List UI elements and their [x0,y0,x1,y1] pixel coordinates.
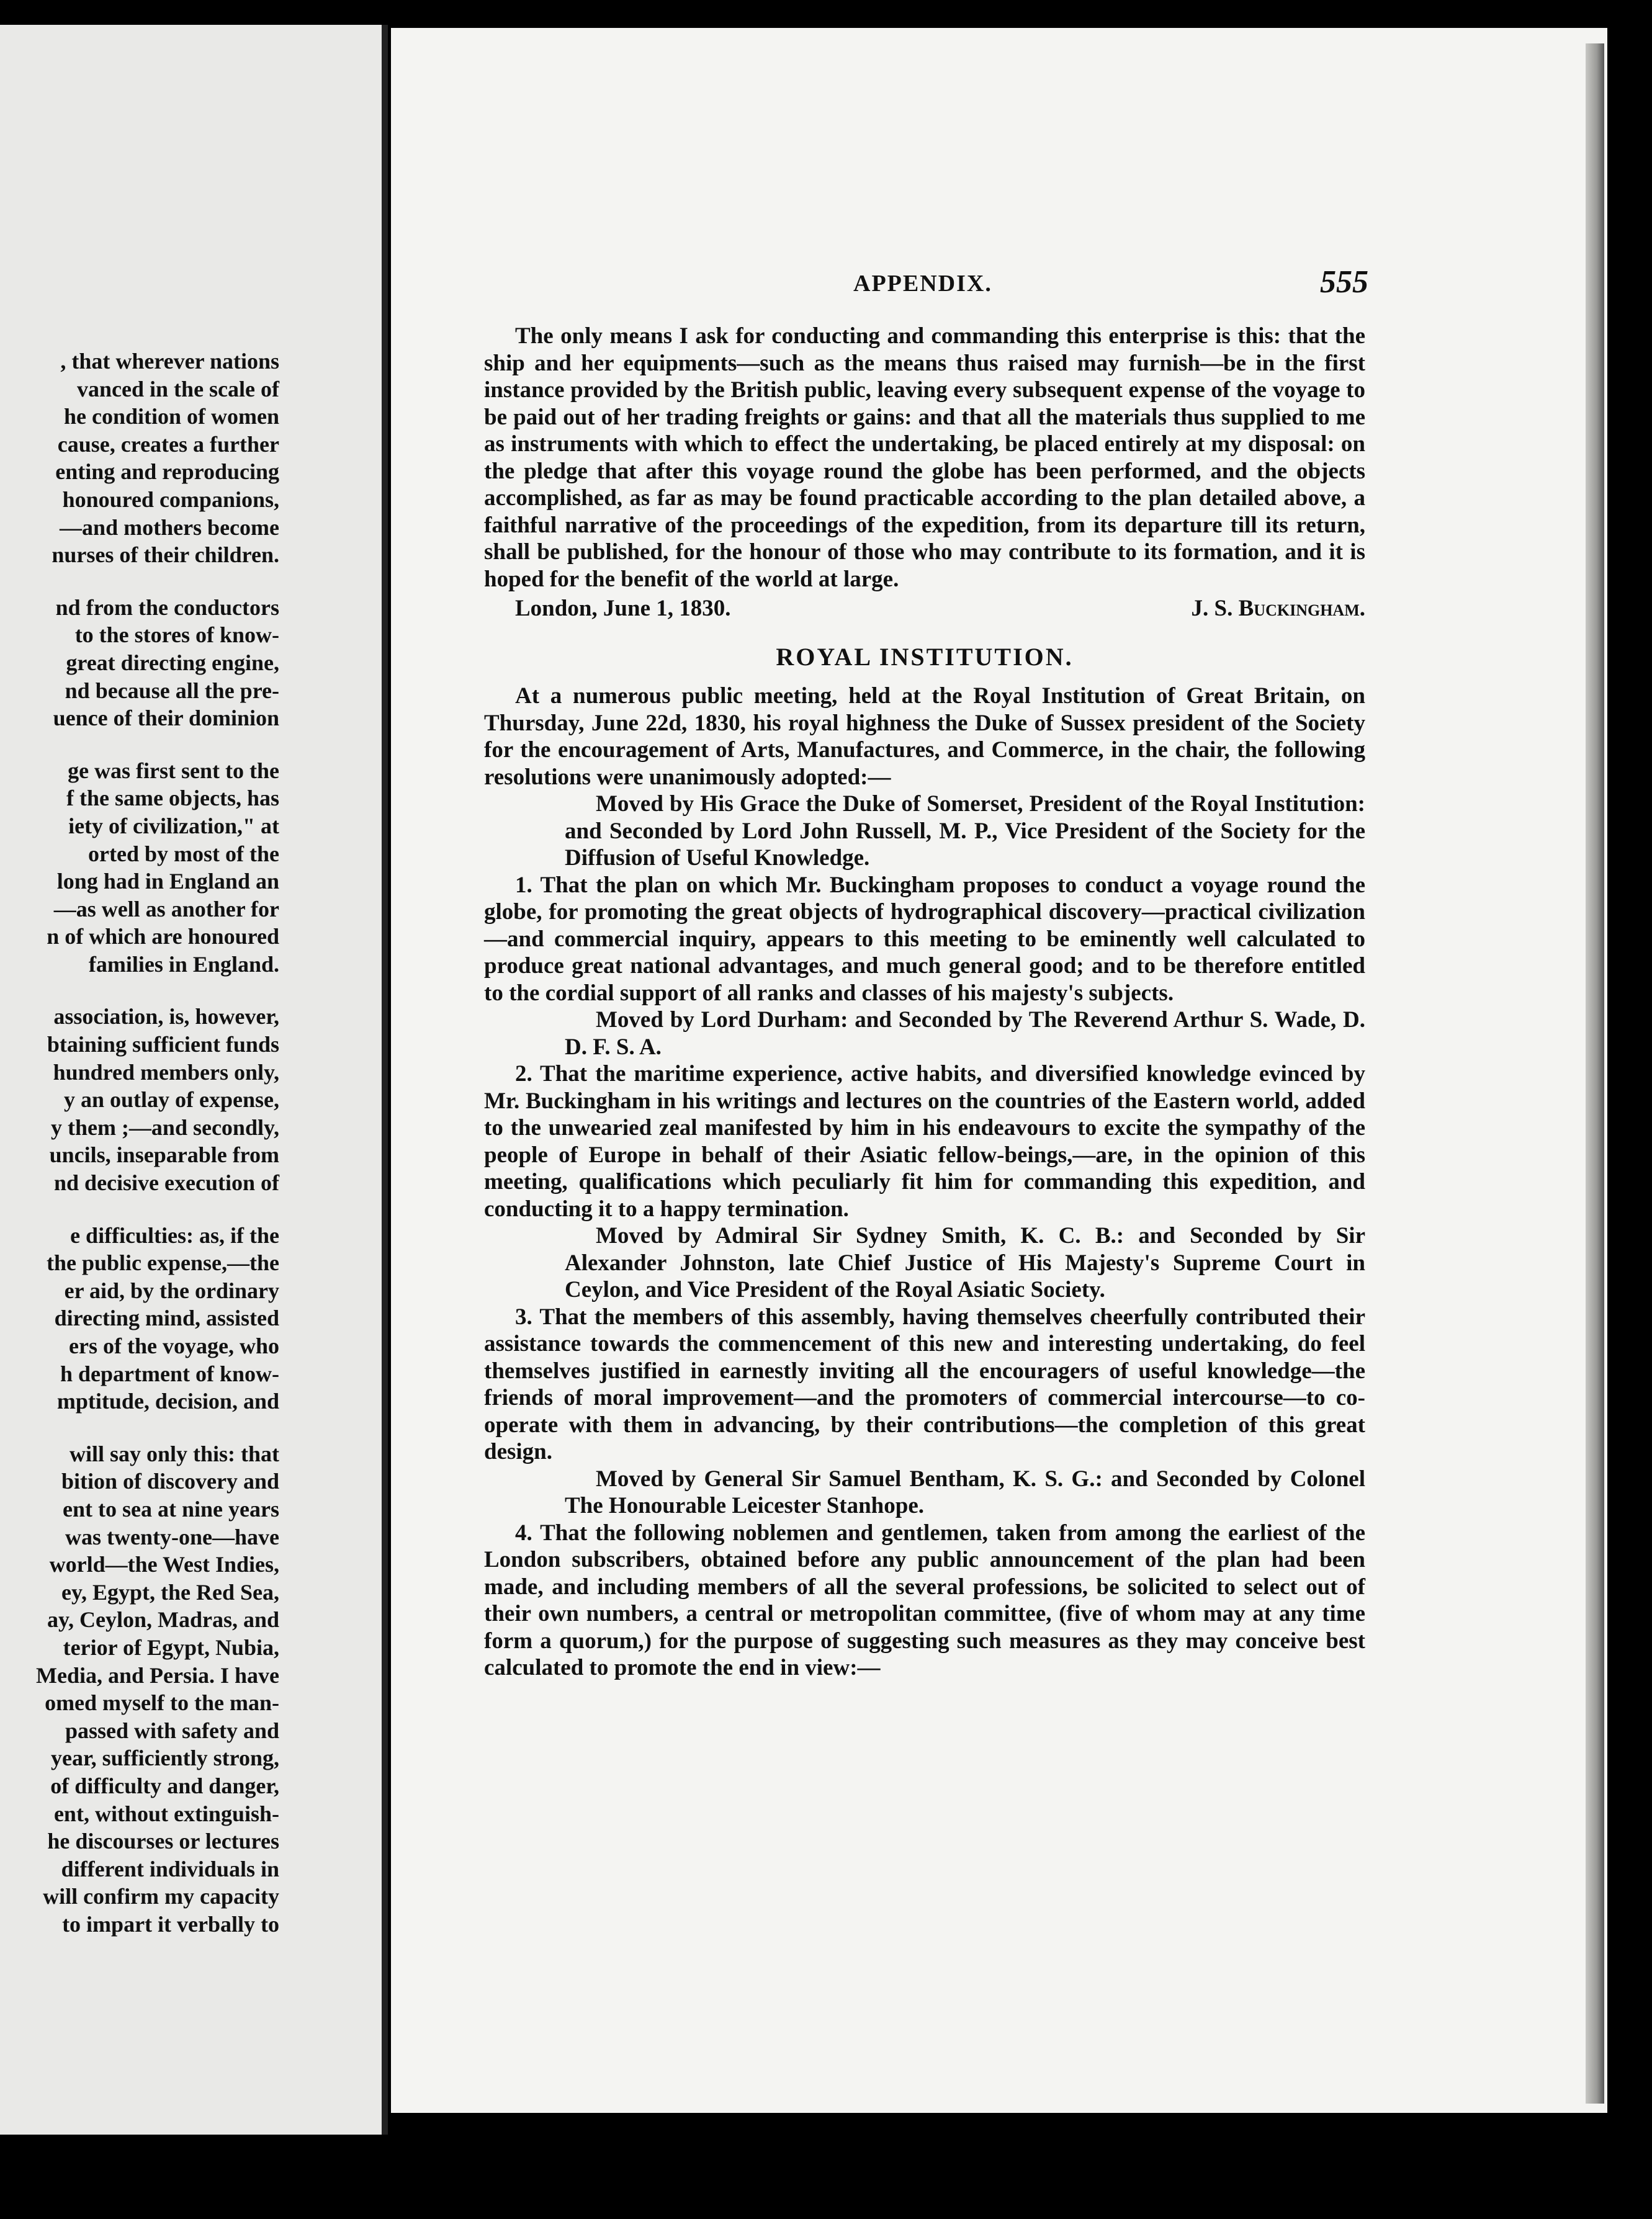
page-header [853,264,1368,313]
left-page-line: ers of the voyage, who [69,1334,279,1358]
left-page-line: world—the West Indies, [49,1552,279,1577]
left-page-text [0,347,279,1938]
left-page-line: to impart it verbally to [62,1911,279,1937]
section-title: ROYAL INSTITUTION. [776,642,1074,671]
left-page-line: long had in England an [56,869,279,894]
left-page-line: directing mind, assisted [54,1306,279,1331]
resolution-4: 4. That the following noblemen and gentlemen, taken from among the earliest of the London subscribers, obtained before any public announcement of the plan had been made, and including members of all the several professions, be solicited to select out of their own numbers, a central or metropolitan committee, (five of whom may at any time form a quorum,) for the purpose of suggesting such measures as they may conceive best calculated to promote the end in view:— [484,1520,1365,1680]
left-page-line: uncils, inseparable from [49,1142,279,1168]
page-number: 555 [1320,264,1368,300]
left-page-line: bition of discovery and [61,1469,279,1494]
left-page-line: honoured companions, [62,486,279,512]
left-page-line: different individuals in [61,1856,279,1881]
left-page-line: nurses of their children. [52,542,279,568]
intro-paragraph: The only means I ask for conducting and commanding this enterprise is this: that the ship and her equipments—such as the means thus raised may furnish—be in the first instance provided by the British public, leaving every subsequent expense of the voyage to be paid out of her trading freights or gains: and that all the materials thus supplied to me as instruments with which to effect the undertaking, be placed entirely at my disposal: on the pledge that after this voyage round the globe has been performed, and the objects accomplished, as far as may be found practicable according to the plan detailed above, a faithful narrative of the proceedings of the expedition, from its departure till its return, shall be published, for the honour of those who may contribute to its formation, and it is hoped for the benefit of the world at large. [484,323,1365,592]
left-page-line: y an outlay of expense, [63,1087,279,1113]
left-page-line: will say only this: that [69,1441,279,1466]
signature: J. S. Buckingham. [1191,596,1365,621]
left-page-line: ent to sea at nine years [63,1496,279,1522]
left-page-line: terior of Egypt, Nubia, [63,1634,279,1660]
left-page-line: ent, without extinguish- [53,1801,279,1826]
paragraph-gap [0,732,279,757]
left-page-line: , that wherever nations [60,349,279,374]
left-page-line: f the same objects, has [66,786,279,811]
left-page-line: association, is, however, [53,1004,279,1029]
left-page-line: nd because all the pre- [65,678,279,703]
paragraph-gap [0,569,279,594]
left-page-line: y them ;—and secondly, [50,1114,279,1140]
running-head: APPENDIX. [853,271,992,297]
paragraph-gap [0,1415,279,1440]
left-page-line: cause, creates a further [57,431,279,457]
resolution-2: 2. That the maritime experience, active habits, and diversified knowledge evinced by Mr. Buckingham in his writings and lectures on the countries of the Eastern world, added to the unwearied zeal manifested by him in his endeavours to excite the sympathy of the people of Europe in behalf of their Asiatic fellow-beings,—are, in the opinion of this meeting, qualifications which peculiarly fit him for commanding this expedition, and conducting it to a happy termination. [484,1061,1365,1222]
left-page-line: —and mothers become [60,514,279,540]
left-page-line: nd decisive execution of [54,1170,279,1196]
paragraph-gap [0,978,279,1003]
dateline [484,595,1365,622]
left-page-line: omed myself to the man- [45,1690,279,1716]
page-edge [1586,43,1604,2104]
left-page-line: e difficulties: as, if the [70,1222,279,1248]
left-page-line: enting and reproducing [55,459,279,485]
mover-1: Moved by His Grace the Duke of Somerset, President of the Royal Institution: and Seconded by Lord John Russell, M. P., Vice President of the Society for the Diffusion of Useful Knowledge. [565,791,1365,871]
left-page-line: Media, and Persia. I have [36,1662,279,1688]
left-page [0,25,388,2135]
left-page-line: was twenty-one—have [65,1524,279,1549]
left-page-line: to the stores of know- [74,622,279,648]
left-page-line: ge was first sent to the [68,758,279,783]
resolution-1: 1. That the plan on which Mr. Buckingham proposes to conduct a voyage round the globe, for promoting the great objects of hydrographical discovery—practical civilization—and commercial inquiry, appears to this meeting to be eminently well calculated to produce great national advantages, and much general good; and to be therefore entitled to the cordial support of all ranks and classes of his majesty's subjects. [484,872,1365,1006]
left-page-line: year, sufficiently strong, [51,1746,279,1771]
left-page-line: btaining sufficient funds [47,1032,279,1057]
section-intro: At a numerous public meeting, held at the Royal Institution of Great Britain, on Thursday, June 22d, 1830, his royal highness the Duke of Sussex president of the Society for the encouragement of Arts, Manufactures, and Commerce, in the chair, the following resolutions were unanimously adopted:— [484,683,1365,790]
left-page-line: orted by most of the [88,841,279,866]
left-page-line: he discourses or lectures [47,1829,279,1854]
left-page-line: passed with safety and [65,1718,279,1743]
left-page-line: iety of civilization," at [68,813,279,838]
left-page-line: ay, Ceylon, Madras, and [47,1607,279,1633]
left-page-line: the public expense,—the [46,1250,279,1276]
left-page-line: families in England. [88,951,279,977]
mover-2: Moved by Lord Durham: and Seconded by The Reverend Arthur S. Wade, D. D. F. S. A. [565,1007,1365,1060]
left-page-line: great directing engine, [66,650,279,675]
resolution-3: 3. That the members of this assembly, having themselves cheerfully contributed their assistance towards the commencement of this new and interesting undertaking, do feel themselves justified in earnestly inviting all the encouragers of useful knowledge—the friends of moral improvement—and the promoters of commercial intercourse—to co-operate with them in advancing, by their contributions—the completion of this great design. [484,1304,1365,1464]
left-page-line: he condition of women [63,404,279,429]
left-page-line: nd from the conductors [55,594,279,620]
left-page-line: —as well as another for [53,896,279,921]
left-page-line: er aid, by the ordinary [64,1278,279,1303]
body-text [484,323,1365,1682]
mover-3: Moved by Admiral Sir Sydney Smith, K. C. B.: and Seconded by Sir Alexander Johnston, late Chief Justice of His Majesty's Supreme Court in Ceylon, and Vice President of the Royal Asiatic Society. [565,1223,1365,1302]
left-page-line: mptitude, decision, and [56,1389,279,1414]
paragraph-gap [0,1197,279,1222]
mover-4: Moved by General Sir Samuel Bentham, K. S. G.: and Seconded by Colonel The Honourable Leicester Stanhope. [565,1466,1365,1518]
left-page-line: hundred members only, [53,1059,279,1085]
date: London, June 1, 1830. [515,596,731,621]
left-page-line: ey, Egypt, the Red Sea, [61,1579,279,1605]
left-page-line: h department of know- [60,1361,279,1386]
left-page-line: will confirm my capacity [43,1884,279,1909]
left-page-line: of difficulty and danger, [50,1773,279,1798]
left-page-line: vanced in the scale of [77,376,279,401]
left-page-line: n of which are honoured [47,924,279,949]
left-page-line: uence of their dominion [53,706,279,731]
